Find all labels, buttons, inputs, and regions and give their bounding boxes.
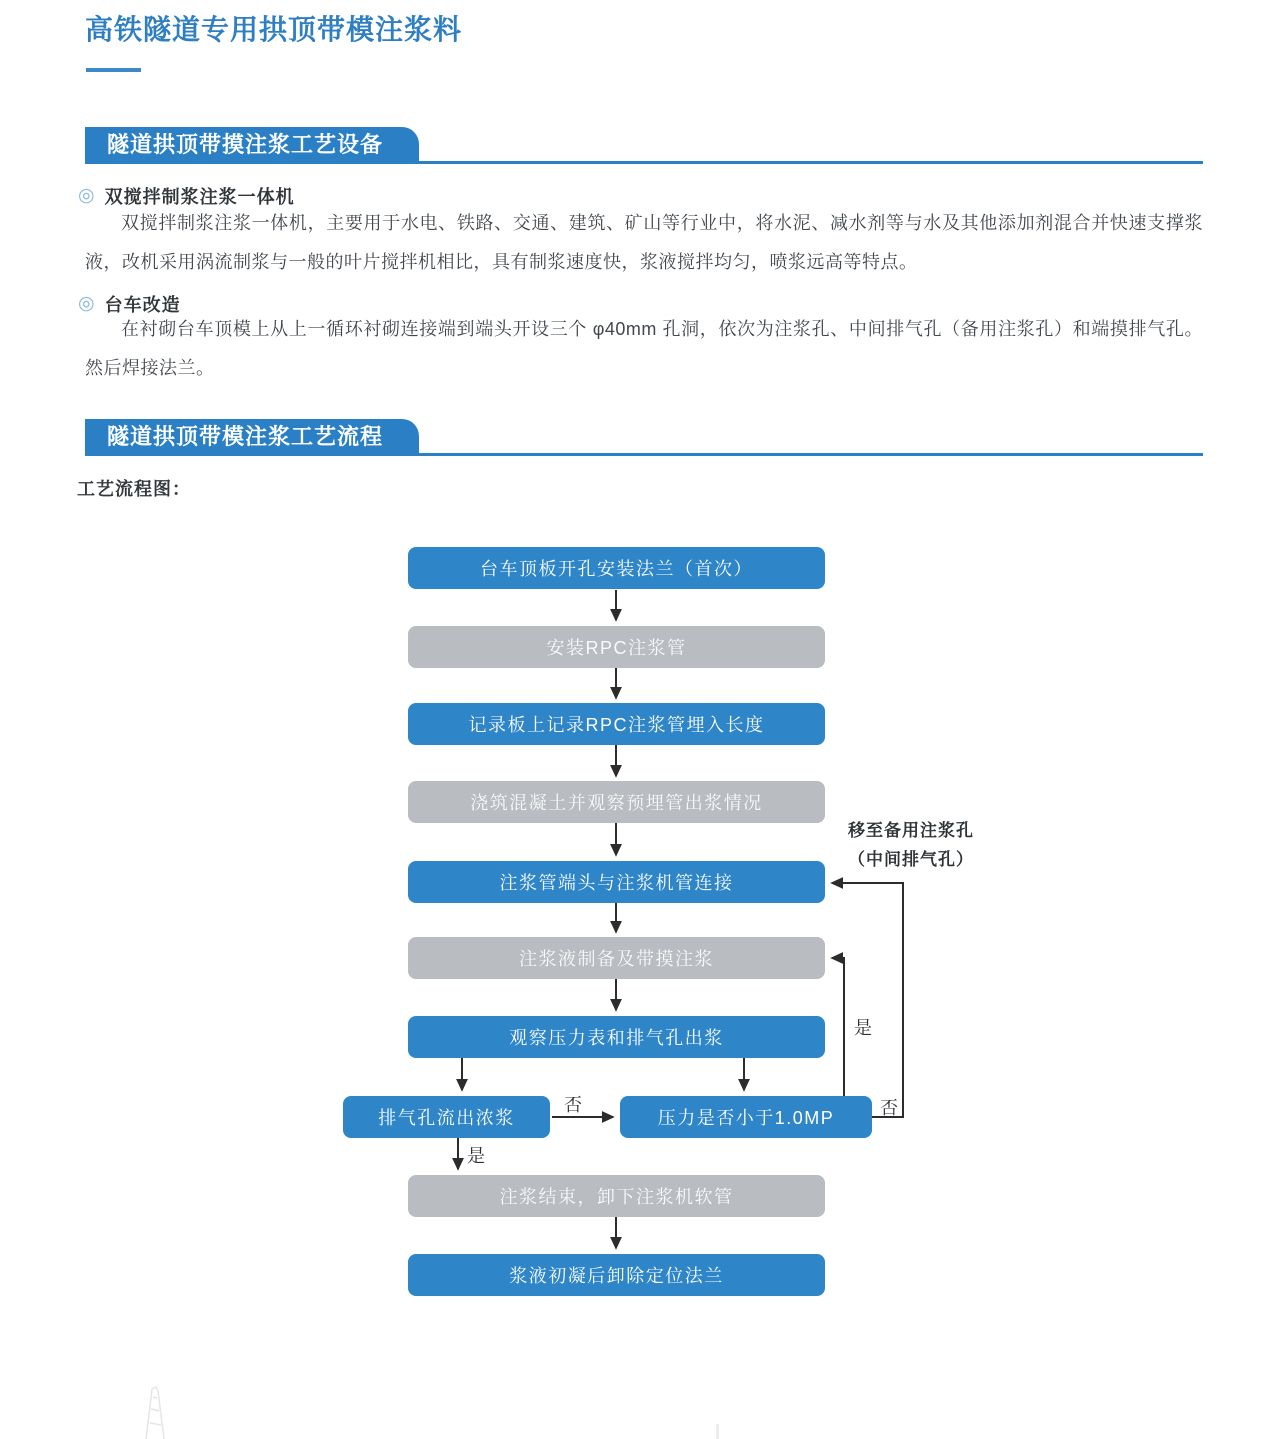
flow-step-record-length: 记录板上记录RPC注浆管埋入长度 xyxy=(408,703,825,745)
flow-step-pressure-check: 压力是否小于1.0MP xyxy=(620,1096,872,1138)
edge-label-no-loop: 否 xyxy=(880,1098,898,1118)
edge-label-no: 否 xyxy=(564,1095,582,1115)
loop-annotation xyxy=(838,816,984,874)
flow-step-connect-pipe: 注浆管端头与注浆机管连接 xyxy=(408,861,825,903)
flow-step-remove-flange: 浆液初凝后卸除定位法兰 xyxy=(408,1254,825,1296)
flow-step-observe-pressure: 观察压力表和排气孔出浆 xyxy=(408,1016,825,1058)
flow-step-open-hole-flange: 台车顶板开孔安装法兰（首次） xyxy=(408,547,825,589)
ring-bullet-icon: ◎ xyxy=(78,293,95,314)
paragraph-machine: 双搅拌制浆注浆一体机，主要用于水电、铁路、交通、建筑、矿山等行业中，将水泥、减水剂等与水及其他添加剂混合并快速支撑浆液，改机采用涡流制浆与一般的叶片搅拌机相比，具有制浆速度快，浆液搅拌均匀，喷浆远高等特点。 xyxy=(85,213,1203,272)
edge-label-yes-loop: 是 xyxy=(854,1018,872,1038)
page-title: 高铁隧道专用拱顶带模注浆料 xyxy=(85,14,463,45)
flow-diagram-label: 工艺流程图： xyxy=(77,479,191,499)
ring-bullet-icon: ◎ xyxy=(78,185,95,206)
bullet-heading-machine: 双搅拌制浆注浆一体机 xyxy=(104,187,295,207)
flow-step-pour-concrete: 浇筑混凝土并观察预埋管出浆情况 xyxy=(408,781,825,823)
section-header-equipment xyxy=(85,127,1203,164)
flow-step-vent-thick-grout: 排气孔流出浓浆 xyxy=(343,1096,550,1138)
section-header-process xyxy=(85,419,1203,456)
flow-step-install-rpc-pipe: 安装RPC注浆管 xyxy=(408,626,825,668)
edge-label-yes: 是 xyxy=(467,1146,485,1166)
section-banner-equipment: 隧道拱顶带摸注浆工艺设备 xyxy=(85,127,419,161)
faint-mark xyxy=(716,1424,719,1439)
title-underline xyxy=(86,68,141,72)
loop-annotation-line2: （中间排气孔） xyxy=(848,850,974,869)
bullet-heading-trolley: 台车改造 xyxy=(104,295,181,315)
flow-step-prepare-grout: 注浆液制备及带摸注浆 xyxy=(408,937,825,979)
section-banner-process: 隧道拱顶带模注浆工艺流程 xyxy=(85,419,419,453)
tower-watermark xyxy=(130,1385,190,1439)
flow-step-end-grouting: 注浆结束，卸下注浆机软管 xyxy=(408,1175,825,1217)
paragraph-trolley: 在衬砌台车顶模上从上一循环衬砌连接端到端头开设三个 φ40mm 孔洞，依次为注浆孔、中间排气孔（备用注浆孔）和端摸排气孔。然后焊接法兰。 xyxy=(85,319,1203,378)
loop-annotation-line1: 移至备用注浆孔 xyxy=(848,821,974,840)
